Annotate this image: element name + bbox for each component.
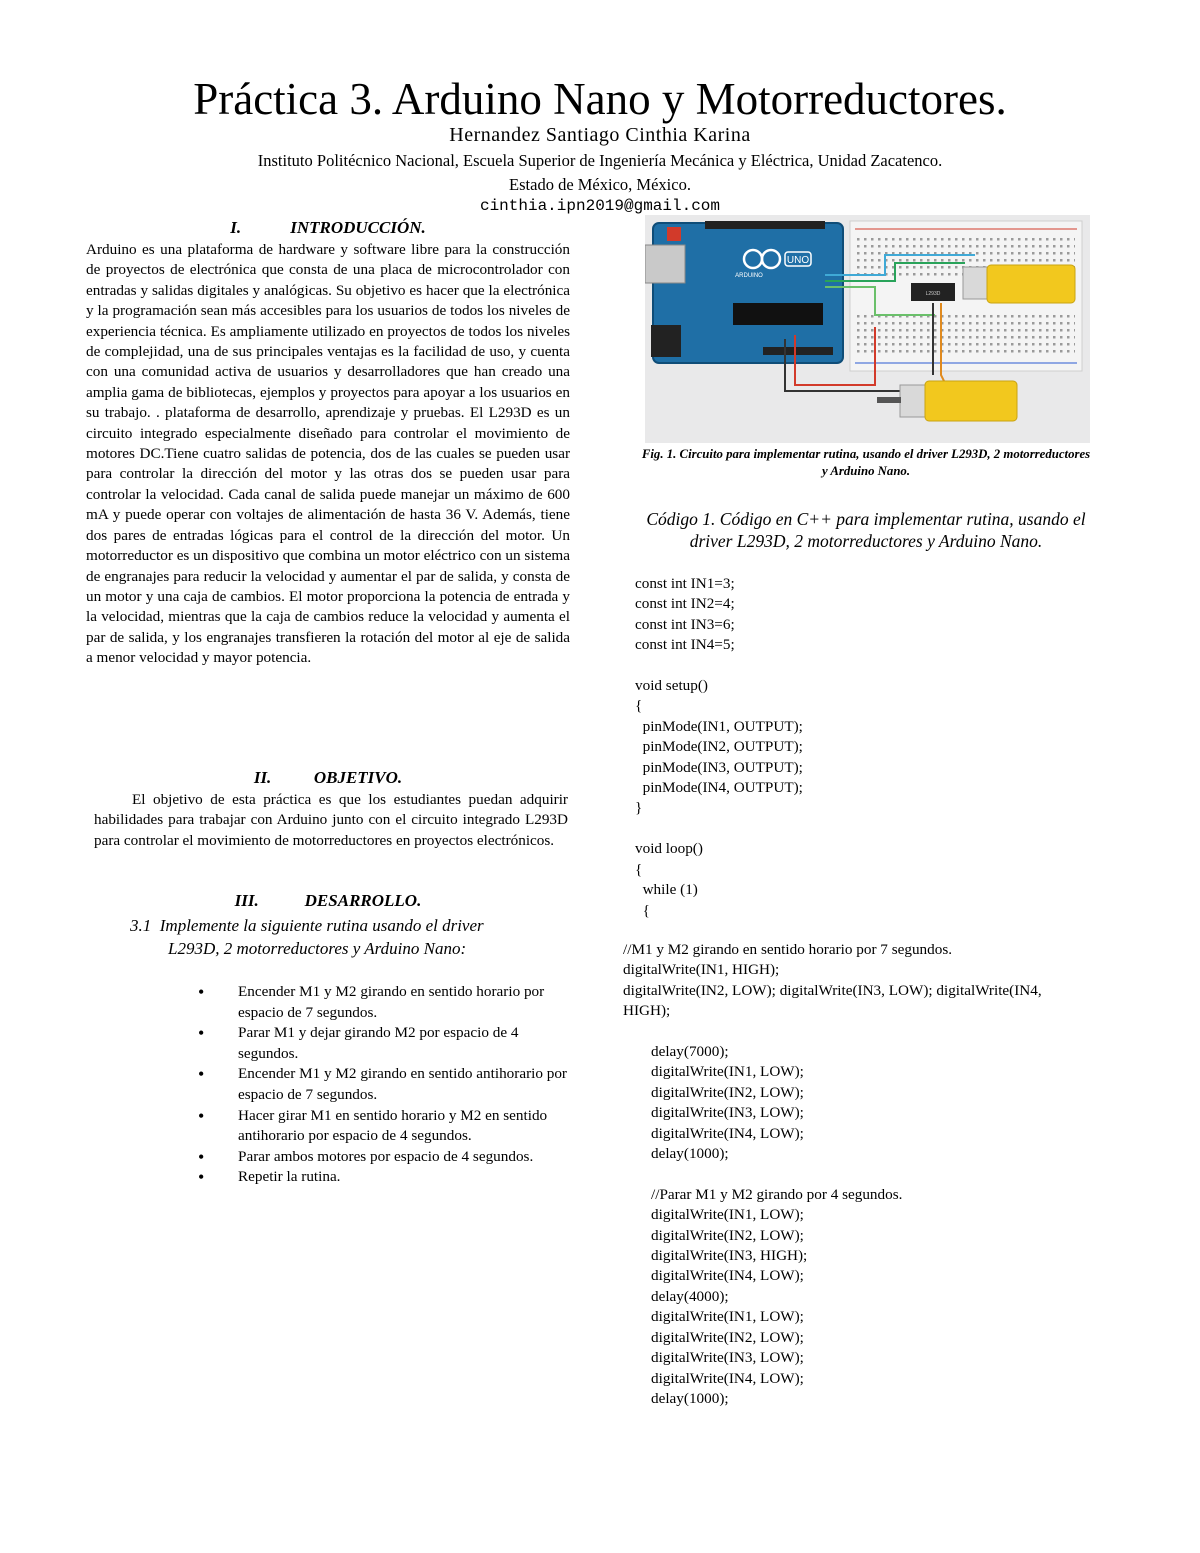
affiliation: Instituto Politécnico Nacional, Escuela Superior de Ingeniería Mecánica y Eléctrica, Unidad Zacatenco. [257, 151, 943, 170]
section-heading-development [86, 891, 570, 911]
subsection-heading [130, 914, 568, 960]
code-block-loop: delay(7000); digitalWrite(IN1, LOW); digitalWrite(IN2, LOW); digitalWrite(IN3, LOW); digitalWrite(IN4, LOW); delay(1000); //Parar M1 y M2 girando por 4 segundos. digitalWrite(IN1, LOW); digitalWrite(IN2, LOW); digitalWrite(IN3, HIGH); digitalWrite(IN4, LOW); delay(4000); digitalWrite(IN1, LOW); digitalWrite(IN2, LOW); digitalWrite(IN3, LOW); digitalWrite(IN4, LOW); delay(1000); [651, 1043, 903, 1407]
list-item: • Parar M1 y dejar girando M2 por espacio de 4 segundos. [198, 1023, 568, 1064]
code-block-setup: const int IN1=3; const int IN2=4; const int IN3=6; const int IN4=5; void setup() { pinMode(IN1, OUTPUT); pinMode(IN2, OUTPUT); pinMode(IN3, OUTPUT); pinMode(IN4, OUTPUT); } void loop() { while (1) { [635, 575, 803, 919]
section-title: INTRODUCCIÓN. [290, 218, 426, 237]
section-number: I. [230, 218, 242, 237]
section-number: II. [253, 768, 272, 787]
section-title: OBJETIVO. [313, 768, 403, 787]
figure-caption: Fig. 1. Circuito para implementar rutina, usando el driver L293D, 2 motorreductores y Arduino Nano. [641, 447, 1091, 478]
code-caption: Código 1. Código en C++ para implementar rutina, usando el driver L293D, 2 motorreductores y Arduino Nano. [646, 509, 1086, 551]
intro-paragraph: Arduino es una plataforma de hardware y software libre para la construcción de proyectos de electrónica que consta de una placa de microcontrolador con entradas y salidas digitales y analógicas. Su objetivo es hacer que la electrónica y la programación sean más accesibles para los usuarios de todos los niveles de experiencia técnica. Es ampliamente utilizado en proyectos de todos los niveles de complejidad, una de sus principales ventajas es la facilidad de uso, y cuenta con una comunidad activa de usuarios y desarrolladores que han creado una amplia gama de bibliotecas, ejemplos y proyectos para apoyar a los usuarios en su trabajo. . plataforma de desarrollo, aprendizaje y pruebas. El L293D es un circuito integrado especialmente diseñado para controlar el movimiento de motores DC.Tiene cuatro salidas de potencia, dos de las cuales se pueden usar para controlar la dirección del motor y las otras dos se pueden usar para controlar la velocidad. Cada canal de salida puede manejar un máximo de 600 mA y puede operar con voltajes de alimentación de hasta 36 V. Además, tiene dos pares de entradas lógicas para el control de la dirección del motor. Un motorreductor es un dispositivo que combina un motor eléctrico con un sistema de engranajes para reducir la velocidad y aumentar el par de salida, y consta de un motor y una caja de cambios. El motor proporciona la potencia de entrada y la velocidad, mientras que la caja de cambios reduce la velocidad y aumenta el par de salida, y los engranajes transfieren la rotación del motor al eje de salida a menor velocidad y mayor potencia. [86, 241, 570, 667]
brand-label: ARDUINO [735, 273, 763, 279]
board-label: UNO [786, 255, 810, 266]
objective-paragraph: El objetivo de esta práctica es que los estudiantes puedan adquirir habilidades para trabajar con Arduino junto con el circuito integrado L293D para controlar el movimiento de motorreductores en proyectos electrónicos. [94, 791, 568, 849]
section-number: III. [234, 891, 259, 910]
section-heading-intro [86, 218, 570, 238]
list-item: • Hacer girar M1 en sentido horario y M2 en sentido antihorario por espacio de 4 segundos. [198, 1106, 568, 1147]
section-heading-objective [86, 768, 570, 788]
list-item: • Parar ambos motores por espacio de 4 segundos. [198, 1147, 568, 1168]
code-block-comment: //M1 y M2 girando en sentido horario por 7 segundos. digitalWrite(IN1, HIGH); digitalWrite(IN2, LOW); digitalWrite(IN3, LOW); digitalWrite(IN4, HIGH); [623, 941, 1042, 1020]
task-list [198, 982, 568, 1188]
chip-label: L293D [925, 291, 941, 297]
author-name: Hernandez Santiago Cinthia Karina [449, 124, 751, 146]
subsection-number: 3.1 [130, 916, 152, 935]
list-item: • Encender M1 y M2 girando en sentido horario por espacio de 7 segundos. [198, 982, 568, 1023]
location: Estado de México, México. [509, 175, 691, 194]
list-item: • Repetir la rutina. [198, 1167, 568, 1188]
section-title: DESARROLLO. [304, 891, 422, 910]
list-item: • Encender M1 y M2 girando en sentido antihorario por espacio de 7 segundos. [198, 1064, 568, 1105]
paper-title: Práctica 3. Arduino Nano y Motorreductores. [193, 74, 1007, 124]
circuit-figure [645, 215, 1090, 443]
author-email: cinthia.ipn2019@gmail.com [479, 197, 721, 215]
subsection-line2: L293D, 2 motorreductores y Arduino Nano: [168, 939, 467, 958]
subsection-line1: Implemente la siguiente rutina usando el driver [159, 916, 484, 935]
circuit-diagram [645, 215, 1090, 443]
